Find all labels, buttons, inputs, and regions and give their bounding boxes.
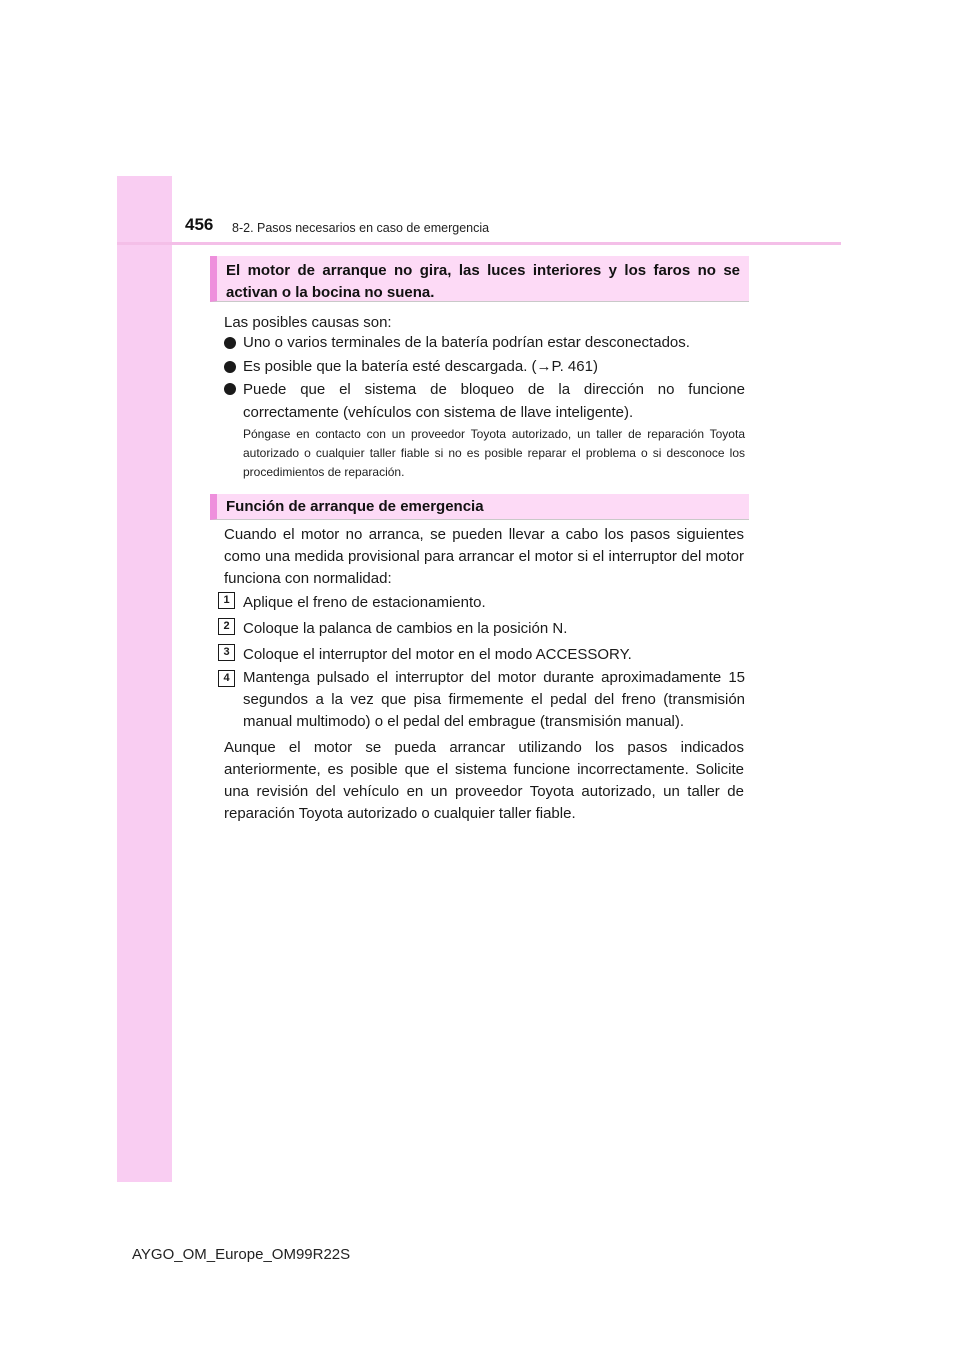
section2-closing: Aunque el motor se pueda arrancar utilizando los pasos indicados anteriormente, es posible que el sistema funcione incorrectamente. Solicite una revisión del vehículo en un proveedor Toyota autorizado, un taller de reparación Toyota autorizado o cualquier taller fiable. (224, 739, 744, 822)
step-text: Coloque la palanca de cambios en la posición N. (243, 620, 568, 637)
bullet-item: Uno o varios terminales de la batería podrían estar desconectados. (243, 334, 690, 351)
step-number-box: 4 (218, 670, 235, 687)
bullet-dot (224, 383, 236, 395)
header-rule (117, 242, 841, 245)
step-number-box: 2 (218, 618, 235, 635)
step-number-box: 3 (218, 644, 235, 661)
section1-intro: Las posibles causas son: (224, 314, 392, 331)
bullet-item: Puede que el sistema de bloqueo de la dirección no funcione correctamente (vehículos con sistema de llave inteligente). (243, 381, 745, 421)
step-text: Aplique el freno de estacionamiento. (243, 594, 486, 611)
bullet-dot (224, 337, 236, 349)
step-text: Mantenga pulsado el interruptor del motor durante aproximadamente 15 segundos a la vez que pisa firmemente el pedal del freno (transmisión manual multimodo) o el pedal del embrague (transmisión manual). (243, 669, 745, 730)
section2-intro: Cuando el motor no arranca, se pueden llevar a cabo los pasos siguientes como una medida provisional para arrancar el motor si el interruptor del motor funciona con normalidad: (224, 526, 744, 587)
section-title-emergency-start: Función de arranque de emergencia (210, 494, 749, 520)
bullet-item: Es posible que la batería esté descargada. (→P. 461) (243, 358, 598, 375)
page-number: 456 (185, 215, 214, 234)
running-head: 8-2. Pasos necesarios en caso de emergencia (232, 221, 490, 235)
step-text: Coloque el interruptor del motor en el modo ACCESSORY. (243, 646, 632, 663)
side-strip (117, 176, 172, 1182)
section1-note: Póngase en contacto con un proveedor Toyota autorizado, un taller de reparación Toyota autorizado o cualquier taller fiable si no es posible reparar el problema o si desconoce los procedimientos de reparación. (243, 427, 745, 479)
bullet-dot (224, 361, 236, 373)
step-number-box: 1 (218, 592, 235, 609)
footer-doc-code: AYGO_OM_Europe_OM99R22S (132, 1246, 351, 1263)
section-title-starter: El motor de arranque no gira, las luces interiores y los faros no se activan o la bocina no suena. (210, 256, 749, 302)
